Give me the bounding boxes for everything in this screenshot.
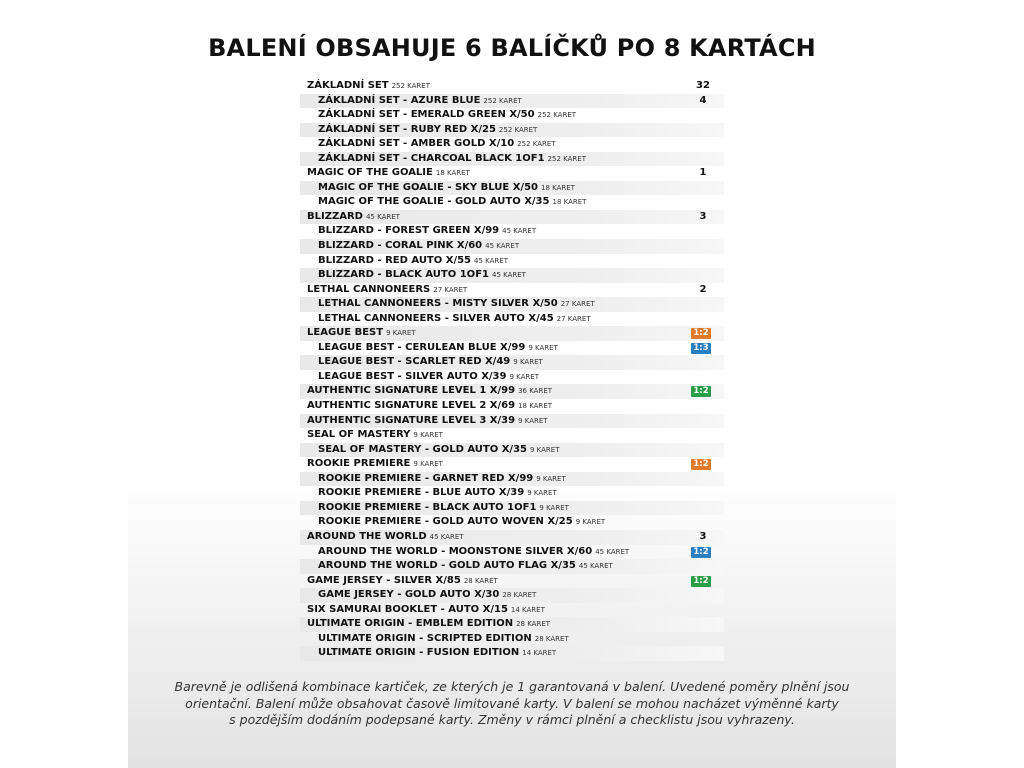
set-name	[307, 166, 470, 181]
set-name-text: AUTHENTIC SIGNATURE LEVEL 2 X/69	[307, 400, 516, 412]
set-name	[318, 224, 536, 239]
checklist-subrow	[300, 472, 724, 487]
set-name	[318, 559, 613, 574]
set-name-text: AROUND THE WORLD - MOONSTONE SILVER X/60	[318, 545, 593, 557]
checklist-subrow	[300, 443, 724, 458]
checklist-row	[300, 428, 724, 443]
set-name-text: LETHAL CANNONEERS - SILVER AUTO X/45	[318, 312, 554, 324]
set-name-text: MAGIC OF THE GOALIE - SKY BLUE X/50	[318, 181, 538, 193]
card-count: 27 KARET	[560, 300, 595, 309]
set-name-text: SEAL OF MASTERY	[307, 429, 411, 441]
set-name	[318, 472, 566, 487]
checklist-subrow	[300, 632, 724, 647]
set-name-text: ZÁKLADNÍ SET - EMERALD GREEN X/50	[318, 109, 535, 121]
checklist-subrow	[300, 94, 724, 109]
set-name-text: LEAGUE BEST	[307, 327, 384, 339]
card-count: 18 KARET	[552, 198, 587, 207]
set-name-text: LETHAL CANNONEERS	[307, 283, 431, 295]
card-count: 9 KARET	[575, 518, 606, 527]
set-name-text: MAGIC OF THE GOALIE	[307, 167, 433, 179]
checklist-subrow	[300, 501, 724, 516]
set-name-text: ZÁKLADNÍ SET	[307, 80, 389, 91]
footnote-line: s pozdějším dodáním podepsané karty. Změny v rámci plnění a checklistu jsou vyhrazeny.	[229, 712, 795, 727]
card-count: 45 KARET	[595, 547, 630, 556]
card-count: 9 KARET	[539, 503, 569, 512]
card-count: 45 KARET	[491, 271, 526, 280]
checklist-row	[300, 166, 724, 181]
set-name-text: LETHAL CANNONEERS - MISTY SILVER X/50	[318, 298, 558, 310]
card-count: 27 KARET	[556, 314, 591, 323]
checklist-subrow	[300, 588, 724, 603]
set-name-text: AUTHENTIC SIGNATURE LEVEL 3 X/39	[307, 414, 516, 426]
set-name	[318, 515, 605, 530]
set-name-text: BLIZZARD - BLACK AUTO 1OF1	[318, 269, 489, 281]
set-name-text: ZÁKLADNÍ SET - RUBY RED X/25	[318, 123, 496, 135]
card-count: 252 KARET	[537, 111, 577, 120]
set-name	[318, 355, 543, 370]
card-count: 36 KARET	[518, 387, 553, 396]
set-name	[318, 443, 560, 458]
set-name-text: BLIZZARD - FOREST GREEN X/99	[318, 225, 500, 237]
set-name-text: GAME JERSEY - GOLD AUTO X/30	[318, 589, 500, 601]
set-name-text: LEAGUE BEST - CERULEAN BLUE X/99	[318, 341, 526, 353]
odds-badge: 1:2	[691, 459, 711, 470]
checklist-subrow	[300, 312, 724, 327]
set-name	[307, 617, 550, 632]
checklist-row	[300, 530, 724, 545]
card-count: 18 KARET	[541, 183, 575, 192]
set-name	[318, 588, 536, 603]
checklist-subrow	[300, 297, 724, 312]
set-name-text: ZÁKLADNÍ SET - AMBER GOLD X/10	[318, 138, 515, 150]
set-name	[307, 530, 464, 545]
set-name-text: SIX SAMURAI BOOKLET - AUTO X/15	[307, 603, 508, 615]
card-count: 45 KARET	[474, 256, 508, 265]
card-count: 9 KARET	[518, 416, 548, 425]
footnote-line: Barevně je odlišená kombinace kartiček, ze kterých je 1 garantovaná v balení. Uvedené poměry plnění jsou	[174, 679, 850, 694]
set-name	[318, 646, 556, 661]
set-name	[307, 574, 498, 589]
set-name	[307, 414, 548, 429]
set-name-text: BLIZZARD	[307, 210, 363, 222]
cards-per-box: 2	[699, 283, 707, 295]
set-name	[307, 428, 443, 443]
checklist-row	[300, 574, 724, 589]
checklist-row	[300, 603, 724, 618]
card-count: 28 KARET	[463, 576, 498, 585]
set-name	[318, 341, 558, 356]
set-name	[307, 603, 545, 618]
card-count: 9 KARET	[413, 431, 443, 440]
checklist-subrow	[300, 108, 724, 123]
checklist-row	[300, 384, 724, 399]
card-count: 252 KARET	[547, 154, 586, 163]
card-count: 28 KARET	[502, 591, 537, 600]
set-name-text: LEAGUE BEST - SILVER AUTO X/39	[318, 370, 507, 382]
checklist-row	[300, 326, 724, 341]
checklist-subrow	[300, 195, 724, 210]
card-count: 9 KARET	[509, 372, 539, 381]
set-name	[318, 195, 586, 210]
cards-per-box: 32	[696, 80, 710, 91]
set-name	[318, 312, 591, 327]
set-name	[318, 297, 595, 312]
set-name-text: ROOKIE PREMIERE - GOLD AUTO WOVEN X/25	[318, 516, 573, 528]
card-count: 14 KARET	[510, 605, 545, 614]
card-count: 9 KARET	[527, 489, 557, 498]
checklist-row	[300, 79, 724, 94]
checklist-subrow	[300, 123, 724, 138]
set-name	[307, 210, 400, 225]
set-name	[318, 545, 629, 560]
card-count: 252 KARET	[483, 96, 522, 105]
checklist-subrow	[300, 239, 724, 254]
set-name	[318, 239, 519, 254]
odds-badge: 1:2	[691, 576, 711, 587]
set-name-text: SEAL OF MASTERY - GOLD AUTO X/35	[318, 443, 527, 455]
card-count: 9 KARET	[528, 343, 558, 352]
checklist-subrow	[300, 268, 724, 283]
card-count: 28 KARET	[516, 620, 551, 629]
checklist-subrow	[300, 646, 724, 661]
odds-badge: 1:2	[691, 328, 711, 339]
card-count: 9 KARET	[536, 474, 566, 483]
checklist-row	[300, 283, 724, 298]
card-count: 9 KARET	[513, 358, 543, 367]
cards-per-box: 4	[699, 94, 707, 106]
card-count: 14 KARET	[522, 649, 557, 658]
card-count: 28 KARET	[534, 634, 569, 643]
set-name	[307, 326, 416, 341]
set-name	[318, 181, 575, 196]
card-count: 45 KARET	[429, 532, 464, 541]
checklist-subrow	[300, 152, 724, 167]
checklist-row	[300, 414, 724, 429]
footnote-line: orientační. Balení může obsahovat časově limitované karty. V balení se mohou nacházet výměnné karty	[185, 695, 839, 711]
checklist-subrow	[300, 559, 724, 574]
set-name	[318, 152, 586, 167]
set-name-text: ROOKIE PREMIERE - BLUE AUTO X/39	[318, 487, 525, 499]
set-name	[318, 370, 539, 385]
checklist-row	[300, 210, 724, 225]
set-name	[307, 79, 430, 94]
set-name	[318, 94, 522, 109]
checklist-subrow	[300, 181, 724, 196]
set-name	[307, 399, 552, 414]
odds-badge: 1:2	[691, 386, 711, 397]
set-name-text: ULTIMATE ORIGIN - SCRIPTED EDITION	[318, 632, 532, 644]
set-name-text: ROOKIE PREMIERE	[307, 458, 411, 470]
checklist-table	[300, 79, 724, 661]
set-name	[307, 283, 467, 298]
set-name-text: AROUND THE WORLD - GOLD AUTO FLAG X/35	[318, 560, 576, 572]
checklist-subrow	[300, 486, 724, 501]
cards-per-box: 3	[699, 530, 707, 542]
card-count: 45 KARET	[578, 562, 613, 571]
card-count: 18 KARET	[435, 169, 470, 178]
checklist-subrow	[300, 254, 724, 269]
odds-badge: 1:3	[691, 343, 711, 354]
checklist-row	[300, 399, 724, 414]
set-name	[318, 268, 526, 283]
set-name-text: ULTIMATE ORIGIN - FUSION EDITION	[318, 647, 520, 659]
checklist-subrow	[300, 137, 724, 152]
odds-badge: 1:2	[691, 547, 711, 558]
card-count: 9 KARET	[530, 445, 560, 454]
set-name-text: AROUND THE WORLD	[307, 530, 427, 542]
set-name-text: GAME JERSEY - SILVER X/85	[307, 574, 461, 586]
set-name	[318, 123, 537, 138]
checklist-subrow	[300, 224, 724, 239]
footnote	[150, 679, 874, 729]
card-count: 45 KARET	[502, 227, 537, 236]
set-name-text: ZÁKLADNÍ SET - AZURE BLUE	[318, 94, 481, 106]
checklist-row	[300, 457, 724, 472]
checklist-subrow	[300, 545, 724, 560]
set-name	[318, 108, 576, 123]
set-name-text: ROOKIE PREMIERE - GARNET RED X/99	[318, 472, 534, 484]
set-name	[318, 486, 557, 501]
set-name-text: BLIZZARD - RED AUTO X/55	[318, 254, 472, 266]
set-name	[318, 254, 508, 269]
checklist-subrow	[300, 355, 724, 370]
card-count: 252 KARET	[517, 140, 556, 149]
card-count: 9 KARET	[413, 460, 443, 469]
card-count: 252 KARET	[391, 82, 430, 90]
cards-per-box: 3	[699, 210, 707, 222]
set-name-text: ROOKIE PREMIERE - BLACK AUTO 1OF1	[318, 501, 537, 513]
cards-per-box: 1	[699, 167, 707, 179]
card-count: 9 KARET	[386, 329, 416, 338]
set-name	[318, 632, 569, 647]
set-name-text: LEAGUE BEST - SCARLET RED X/49	[318, 356, 511, 368]
set-name-text: AUTHENTIC SIGNATURE LEVEL 1 X/99	[307, 385, 516, 397]
set-name-text: MAGIC OF THE GOALIE - GOLD AUTO X/35	[318, 196, 550, 208]
checklist-subrow	[300, 341, 724, 356]
card-count: 45 KARET	[485, 242, 520, 251]
set-name-text: ULTIMATE ORIGIN - EMBLEM EDITION	[307, 618, 514, 630]
card-count: 45 KARET	[365, 212, 400, 221]
card-count: 252 KARET	[498, 125, 538, 134]
set-name	[318, 137, 556, 152]
checklist-subrow	[300, 515, 724, 530]
card-count: 27 KARET	[433, 285, 468, 294]
set-name	[307, 457, 443, 472]
checklist-row	[300, 617, 724, 632]
card-count: 18 KARET	[518, 402, 553, 411]
set-name	[318, 501, 569, 516]
set-name-text: ZÁKLADNÍ SET - CHARCOAL BLACK 1OF1	[318, 152, 545, 164]
set-name-text: BLIZZARD - CORAL PINK X/60	[318, 240, 483, 252]
page-title: BALENÍ OBSAHUJE 6 BALÍČKŮ PO 8 KARTÁCH	[208, 34, 816, 62]
checklist-subrow	[300, 370, 724, 385]
set-name	[307, 384, 552, 399]
